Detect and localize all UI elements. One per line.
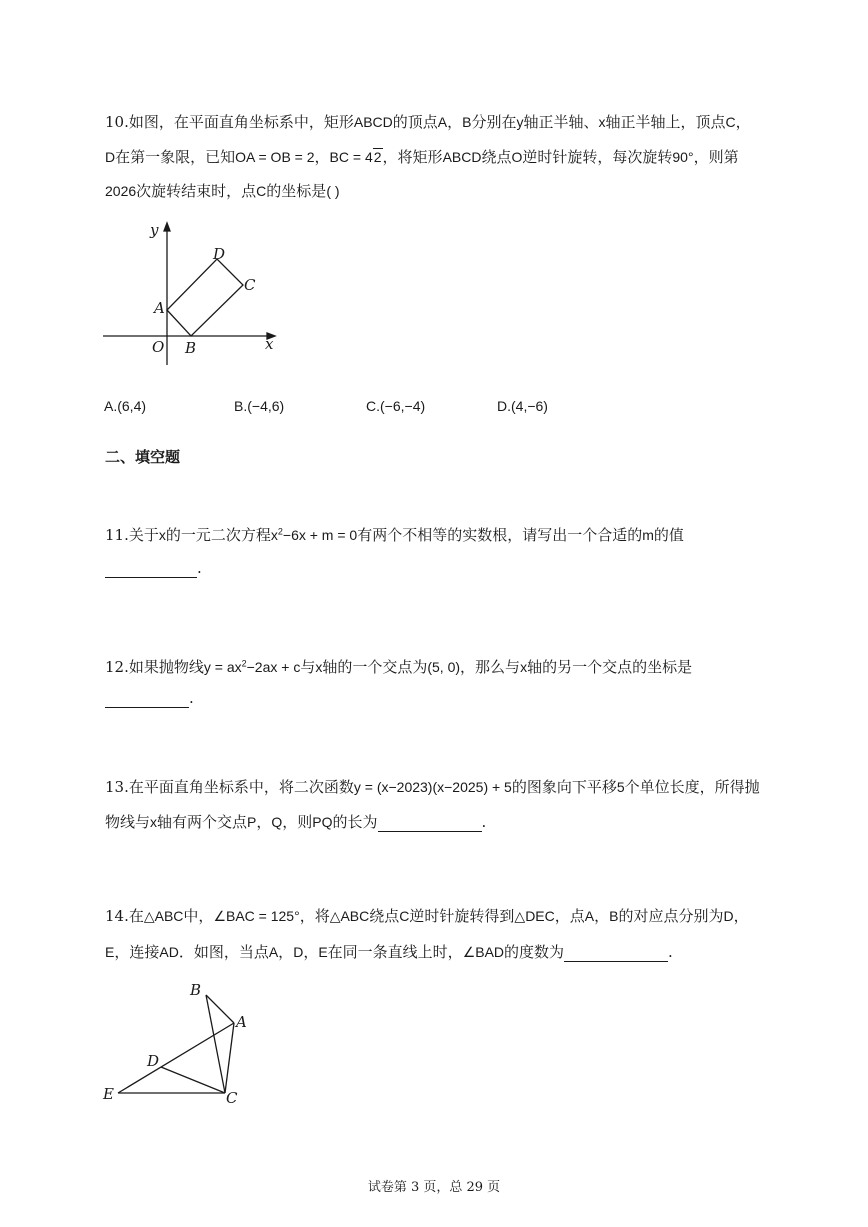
math: y = (x−2023)(x−2025) + 5 [353, 779, 512, 795]
segment-dc [161, 1067, 225, 1093]
label-c: C [226, 1089, 238, 1107]
option-value: (−6,−4) [380, 398, 426, 414]
text: 中， [183, 907, 214, 925]
text: 逆时针旋转，每次旋转 [522, 148, 673, 166]
text: ，连接 [114, 943, 160, 961]
math: y [516, 114, 524, 130]
q11-line1 [105, 524, 684, 545]
math: 2026 [105, 183, 137, 199]
text: 12.如果抛物线 [105, 658, 204, 676]
answer-blank[interactable] [105, 559, 197, 578]
text: ，那么与 [460, 658, 521, 676]
q13-line1 [105, 776, 760, 797]
math: ( ) [326, 183, 340, 199]
page-footer: 试卷第 3 页，总 29 页 [367, 1180, 501, 1195]
math: y = ax [203, 659, 242, 675]
math: △DEC [514, 908, 555, 924]
answer-blank[interactable] [378, 813, 482, 832]
math: AD [159, 944, 179, 960]
math: △ABC [143, 908, 184, 924]
text: . [481, 813, 487, 831]
text: 逆时针旋转得到 [409, 907, 515, 925]
rectangle-abcd [167, 259, 243, 336]
text: 的图象向下平移 [511, 778, 617, 796]
text: ，则 [282, 813, 313, 831]
section-title: 二、填空题 [105, 448, 181, 466]
math: C [256, 183, 267, 199]
sqrt-radicand: 2 [373, 149, 382, 165]
math: PQ [312, 814, 333, 830]
option-label: A. [104, 398, 118, 414]
label-y: y [150, 221, 159, 239]
text: 与 [300, 658, 316, 676]
q12-line1 [105, 656, 692, 677]
text: ， [733, 907, 749, 925]
math: x [520, 659, 528, 675]
text: 轴正半轴、 [523, 113, 599, 131]
text: ， [594, 907, 610, 925]
label-d: D [147, 1052, 160, 1070]
math: BC = 4 [329, 149, 373, 165]
text: 次旋转结束时，点 [136, 182, 257, 200]
text: . [197, 559, 202, 577]
math: △ABC [329, 908, 370, 924]
text: 13.在平面直角坐标系中，将二次函数 [105, 778, 354, 796]
label-o: O [152, 338, 165, 356]
text: 轴的一个交点为 [322, 658, 428, 676]
option-value: (6,4) [117, 398, 147, 414]
text: ，将 [299, 907, 330, 925]
q14-line1 [105, 905, 749, 926]
q14-triangle-figure [95, 975, 265, 1115]
text: 轴的另一个交点的坐标是 [527, 658, 693, 676]
math: B [462, 114, 472, 130]
label-a: A [236, 1013, 247, 1031]
text: 的对应点分别为 [618, 907, 724, 925]
text: 的长为 [332, 813, 378, 831]
text: ， [314, 148, 330, 166]
math: OA = OB = 2 [235, 149, 315, 165]
option-value: (−4,6) [247, 398, 285, 414]
text: 的顶点 [392, 113, 438, 131]
text: 的坐标是 [266, 182, 327, 200]
text: ，则第 [693, 148, 739, 166]
text: 在第一象限，已知 [115, 148, 236, 166]
math: C [725, 114, 736, 130]
math: x [150, 814, 158, 830]
text: 绕点 [481, 148, 512, 166]
answer-blank[interactable] [105, 689, 189, 708]
superscript: 2 [277, 526, 283, 537]
text: . [668, 943, 673, 961]
text: 分别在 [471, 113, 517, 131]
text: 物线与 [105, 813, 151, 831]
label-x: x [265, 335, 274, 353]
text: 在同一条直线上时， [327, 943, 463, 961]
q10-line1 [105, 111, 751, 132]
math: B [609, 908, 619, 924]
math: A [584, 908, 595, 924]
math: x [158, 527, 166, 543]
math: D [293, 944, 304, 960]
segment-ea [118, 1023, 234, 1093]
math: ∠BAD [462, 944, 505, 960]
math: A [268, 944, 279, 960]
text: 11.关于 [105, 526, 159, 544]
math: x [315, 659, 323, 675]
text: 14.在 [105, 907, 144, 925]
text: 有两个不相等的实数根，请写出一个合适的 [357, 526, 643, 544]
label-b: B [190, 981, 202, 999]
math: D [105, 149, 116, 165]
math: A [437, 114, 448, 130]
text: ， [256, 813, 272, 831]
text: ，点 [554, 907, 585, 925]
math: ∠BAC = 125° [213, 908, 300, 924]
superscript: 2 [241, 658, 247, 669]
q10-coordinate-figure [95, 215, 295, 375]
math: E [105, 944, 115, 960]
math: P [247, 814, 257, 830]
text: 轴有两个交点 [157, 813, 248, 831]
text: ， [303, 943, 319, 961]
math: Q [271, 814, 283, 830]
option-c[interactable] [366, 398, 425, 414]
math: −6x + m = 0 [282, 527, 358, 543]
option-d[interactable] [497, 398, 548, 414]
math: (5, 0) [427, 659, 461, 675]
text: 10.如图，在平面直角坐标系中，矩形 [105, 113, 354, 131]
q11-line2 [105, 559, 202, 578]
text: 绕点 [369, 907, 400, 925]
math: C [399, 908, 410, 924]
text: ，将矩形 [382, 148, 443, 166]
option-value: (4,−6) [511, 398, 548, 414]
segment-ac [225, 1023, 234, 1093]
answer-blank[interactable] [564, 943, 668, 962]
math: −2ax + c [246, 659, 301, 675]
label-a: A [154, 299, 165, 317]
q12-line2 [105, 689, 194, 708]
label-e: E [103, 1085, 114, 1103]
math: x [270, 527, 278, 543]
q10-line2 [105, 146, 739, 167]
q13-line2 [105, 811, 486, 832]
text: . [189, 689, 194, 707]
text: 轴正半轴上，顶点 [605, 113, 726, 131]
math: O [511, 149, 523, 165]
option-label: D. [497, 398, 511, 414]
option-label: C. [366, 398, 380, 414]
q14-line2 [105, 941, 673, 962]
math: ABCD [442, 149, 482, 165]
label-b: B [185, 339, 197, 357]
math: x [598, 114, 606, 130]
text: ， [278, 943, 294, 961]
label-c: C [244, 276, 256, 294]
text: 的一元二次方程 [165, 526, 271, 544]
label-d: D [213, 245, 226, 263]
text: ．如图，当点 [178, 943, 269, 961]
math: E [318, 944, 328, 960]
math: D [723, 908, 734, 924]
option-b[interactable] [234, 398, 284, 414]
math: 5 [616, 779, 625, 795]
text: ， [447, 113, 463, 131]
math: ABCD [353, 114, 393, 130]
y-axis-arrow [164, 223, 170, 231]
option-label: B. [234, 398, 248, 414]
text: 的度数为 [504, 943, 565, 961]
text: 的值 [653, 526, 684, 544]
text: ， [735, 113, 751, 131]
option-a[interactable] [104, 398, 146, 414]
q10-line3 [105, 180, 340, 201]
text: 个单位长度，所得抛 [624, 778, 760, 796]
math: m [642, 527, 654, 543]
math: 90° [672, 149, 694, 165]
segment-bc [206, 995, 225, 1093]
